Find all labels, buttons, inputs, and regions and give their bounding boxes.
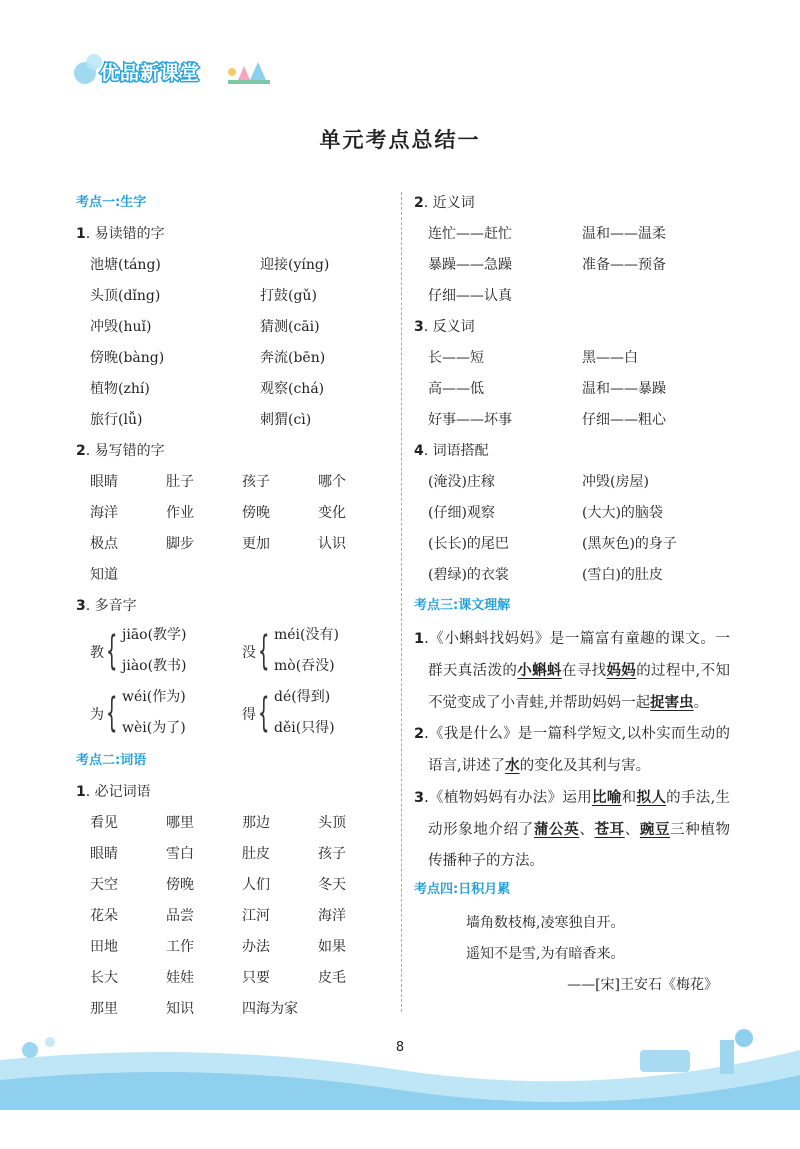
left-column bbox=[76, 190, 376, 1027]
polyphone-group: 教 { jiāo(教学) jiào(教书) bbox=[90, 624, 240, 686]
list-row bbox=[76, 872, 376, 903]
word-item: (碧绿)的衣裳 bbox=[428, 567, 509, 583]
word-item: (仔细)观察 bbox=[428, 505, 495, 521]
subheading-antonyms: 3. 反义词 bbox=[414, 319, 475, 335]
polyphone-reading: méi(没有) bbox=[274, 627, 339, 643]
polyphone-group: 为 { wéi(作为) wèi(为了) bbox=[90, 686, 240, 748]
word-item: 眼睛 bbox=[90, 846, 118, 862]
polyphone-group: 没 { méi(没有) mò(吞没) bbox=[242, 624, 392, 686]
polyphone-char: 得 bbox=[242, 707, 256, 723]
word-item: 作业 bbox=[166, 505, 194, 521]
list-row bbox=[414, 500, 730, 531]
word-item: 暴躁——急躁 bbox=[428, 257, 512, 273]
list-row bbox=[76, 500, 376, 531]
miswrite-list bbox=[76, 469, 376, 593]
text-understanding-2: 2.《我是什么》是一篇科学短文,以朴实而生动的语言,讲述了水的变化及其利与害。 bbox=[414, 726, 730, 774]
word-item: 哪里 bbox=[166, 815, 194, 831]
word-item: 知道 bbox=[90, 567, 118, 583]
key-term: 比喻 bbox=[592, 789, 622, 806]
page-title: 单元考点总结一 bbox=[319, 128, 481, 152]
list-row bbox=[76, 345, 376, 376]
word-item: 温和——暴躁 bbox=[582, 381, 666, 397]
subheading-synonyms: 2. 近义词 bbox=[414, 195, 475, 211]
list-row bbox=[76, 841, 376, 872]
word-item: (黑灰色)的身子 bbox=[582, 536, 677, 552]
key-term: 妈妈 bbox=[606, 662, 637, 679]
word-item: 肚皮 bbox=[242, 846, 270, 862]
word-item: 肚子 bbox=[166, 474, 194, 490]
word-item: (雪白)的肚皮 bbox=[582, 567, 663, 583]
polyphone-reading: děi(只得) bbox=[274, 720, 335, 736]
list-row bbox=[76, 314, 376, 345]
polyphone-row bbox=[76, 686, 376, 748]
page-number: 8 bbox=[395, 1040, 405, 1055]
word-item: 海洋 bbox=[90, 505, 118, 521]
word-item: 打鼓(gǔ) bbox=[260, 288, 317, 304]
subheading-easy-misread: 1. 易读错的字 bbox=[76, 226, 165, 242]
word-item: 人们 bbox=[242, 877, 270, 893]
word-item: 花朵 bbox=[90, 908, 118, 924]
polyphone-row bbox=[76, 624, 376, 686]
right-column bbox=[414, 190, 730, 1001]
word-item: 工作 bbox=[166, 939, 194, 955]
key-term: 小蝌蚪 bbox=[517, 662, 562, 679]
word-item: 植物(zhí) bbox=[90, 381, 150, 397]
word-item: (大大)的脑袋 bbox=[582, 505, 663, 521]
word-item: 长——短 bbox=[428, 350, 484, 366]
word-item: 迎接(yíng) bbox=[260, 257, 330, 273]
word-item: 那里 bbox=[90, 1001, 118, 1017]
word-item: 奔流(bēn) bbox=[260, 350, 326, 366]
word-item: 极点 bbox=[90, 536, 118, 552]
word-item: 办法 bbox=[242, 939, 270, 955]
key-term: 水 bbox=[505, 757, 520, 774]
key-term: 苍耳 bbox=[594, 821, 625, 838]
subheading-collocations: 4. 词语搭配 bbox=[414, 443, 489, 459]
section-header-2: 考点二:词语 bbox=[76, 753, 147, 768]
list-row bbox=[76, 934, 376, 965]
list-row bbox=[414, 407, 730, 438]
word-item: 黑——白 bbox=[582, 350, 638, 366]
subheading-polyphones: 3. 多音字 bbox=[76, 598, 137, 614]
subheading-easy-miswrite: 2. 易写错的字 bbox=[76, 443, 165, 459]
list-row bbox=[414, 221, 730, 252]
word-item: 更加 bbox=[242, 536, 270, 552]
antonym-list bbox=[414, 345, 730, 438]
list-row bbox=[76, 965, 376, 996]
polyphone-reading: jiào(教书) bbox=[122, 658, 187, 674]
must-remember-list bbox=[76, 810, 376, 1027]
list-row bbox=[414, 376, 730, 407]
subheading-must-remember: 1. 必记词语 bbox=[76, 784, 151, 800]
word-item: 变化 bbox=[318, 505, 346, 521]
list-row bbox=[76, 407, 376, 438]
castle-icon bbox=[224, 50, 272, 90]
key-term: 豌豆 bbox=[639, 821, 671, 838]
polyphone-reading: wèi(为了) bbox=[122, 720, 186, 736]
word-item: 娃娃 bbox=[166, 970, 194, 986]
list-row bbox=[414, 531, 730, 562]
list-row bbox=[414, 283, 730, 314]
word-item: 冲毁(huǐ) bbox=[90, 319, 152, 335]
word-item: 江河 bbox=[242, 908, 270, 924]
section-header-1: 考点一:生字 bbox=[76, 195, 147, 210]
polyphone-reading: jiāo(教学) bbox=[122, 627, 187, 643]
word-item: 刺猬(cì) bbox=[260, 412, 312, 428]
word-item: 好事——坏事 bbox=[428, 412, 512, 428]
word-item: 孩子 bbox=[318, 846, 346, 862]
word-item: 脚步 bbox=[166, 536, 194, 552]
word-item: 冲毁(房屋) bbox=[582, 474, 649, 490]
word-item: 观察(chá) bbox=[260, 381, 325, 397]
text-understanding-3: 3.《植物妈妈有办法》运用比喻和拟人的手法,生动形象地介绍了蒲公英、苍耳、豌豆三种植物传播种子的方法。 bbox=[414, 789, 731, 869]
word-item: 头顶(dǐng) bbox=[90, 288, 161, 304]
section-header-3: 考点三:课文理解 bbox=[414, 598, 511, 613]
word-item: 旅行(lǚ) bbox=[90, 412, 143, 428]
poem-line: 墙角数枝梅,凌寒独自开。 bbox=[466, 915, 625, 931]
polyphone-reading: wéi(作为) bbox=[122, 689, 186, 705]
word-item: 长大 bbox=[90, 970, 118, 986]
synonym-list bbox=[414, 221, 730, 314]
poem-source: ——[宋]王安石《梅花》 bbox=[567, 977, 718, 993]
key-term: 蒲公英 bbox=[533, 821, 580, 838]
polyphone-char: 为 bbox=[90, 707, 104, 723]
polyphone-char: 没 bbox=[242, 645, 256, 661]
key-term: 拟人 bbox=[636, 789, 667, 806]
word-item: 品尝 bbox=[166, 908, 194, 924]
word-item: 仔细——认真 bbox=[428, 288, 512, 304]
word-item: 孩子 bbox=[242, 474, 270, 490]
polyphone-group: 得 { dé(得到) děi(只得) bbox=[242, 686, 392, 748]
polyphone-reading: mò(吞没) bbox=[274, 658, 335, 674]
list-row bbox=[414, 345, 730, 376]
list-row bbox=[76, 562, 376, 593]
word-item: 如果 bbox=[318, 939, 346, 955]
word-item: 雪白 bbox=[166, 846, 194, 862]
word-item: 那边 bbox=[242, 815, 270, 831]
word-item: 头顶 bbox=[318, 815, 346, 831]
word-item: 皮毛 bbox=[318, 970, 346, 986]
list-row bbox=[414, 562, 730, 593]
list-row bbox=[76, 469, 376, 500]
footer-wave-decoration bbox=[0, 1020, 800, 1110]
word-item: 看见 bbox=[90, 815, 118, 831]
list-row bbox=[76, 376, 376, 407]
section-header-4: 考点四:日积月累 bbox=[414, 882, 511, 897]
misread-list bbox=[76, 252, 376, 438]
list-row bbox=[76, 810, 376, 841]
word-item: 傍晚(bàng) bbox=[90, 350, 165, 366]
list-row bbox=[76, 531, 376, 562]
word-item: (长长)的尾巴 bbox=[428, 536, 509, 552]
list-row bbox=[414, 469, 730, 500]
list-row bbox=[76, 903, 376, 934]
word-item: 傍晚 bbox=[166, 877, 194, 893]
poem-line: 遥知不是雪,为有暗香来。 bbox=[466, 946, 625, 962]
word-item: 知识 bbox=[166, 1001, 194, 1017]
list-row bbox=[76, 283, 376, 314]
word-item: 天空 bbox=[90, 877, 118, 893]
word-item: 高——低 bbox=[428, 381, 484, 397]
column-divider bbox=[401, 192, 402, 1012]
word-item: 海洋 bbox=[318, 908, 346, 924]
word-item: 猜测(cāi) bbox=[260, 319, 320, 335]
word-item: 四海为家 bbox=[242, 1001, 298, 1017]
word-item: 池塘(táng) bbox=[90, 257, 161, 273]
word-item: 温和——温柔 bbox=[582, 226, 666, 242]
word-item: 傍晚 bbox=[242, 505, 270, 521]
logo-text: 优品新课堂 bbox=[100, 62, 201, 84]
word-item: 田地 bbox=[90, 939, 118, 955]
key-term: 捉害虫 bbox=[650, 694, 694, 711]
word-item: 只要 bbox=[242, 970, 270, 986]
word-item: 仔细——粗心 bbox=[582, 412, 666, 428]
brand-logo bbox=[72, 50, 272, 90]
word-item: (淹没)庄稼 bbox=[428, 474, 495, 490]
word-item: 认识 bbox=[318, 536, 346, 552]
list-row bbox=[76, 252, 376, 283]
polyphone-reading: dé(得到) bbox=[274, 689, 331, 705]
polyphone-char: 教 bbox=[90, 645, 104, 661]
word-item: 哪个 bbox=[318, 474, 346, 490]
word-item: 准备——预备 bbox=[582, 257, 666, 273]
word-item: 冬天 bbox=[318, 877, 346, 893]
poem bbox=[414, 908, 730, 1001]
text-understanding-1: 1.《小蝌蚪找妈妈》是一篇富有童趣的课文。一群天真活泼的小蝌蚪在寻找妈妈的过程中,不知不觉变成了小青蛙,并帮助妈妈一起捉害虫。 bbox=[414, 631, 731, 711]
collocation-list bbox=[414, 469, 730, 593]
list-row bbox=[414, 252, 730, 283]
word-item: 连忙——赶忙 bbox=[428, 226, 512, 242]
word-item: 眼睛 bbox=[90, 474, 118, 490]
